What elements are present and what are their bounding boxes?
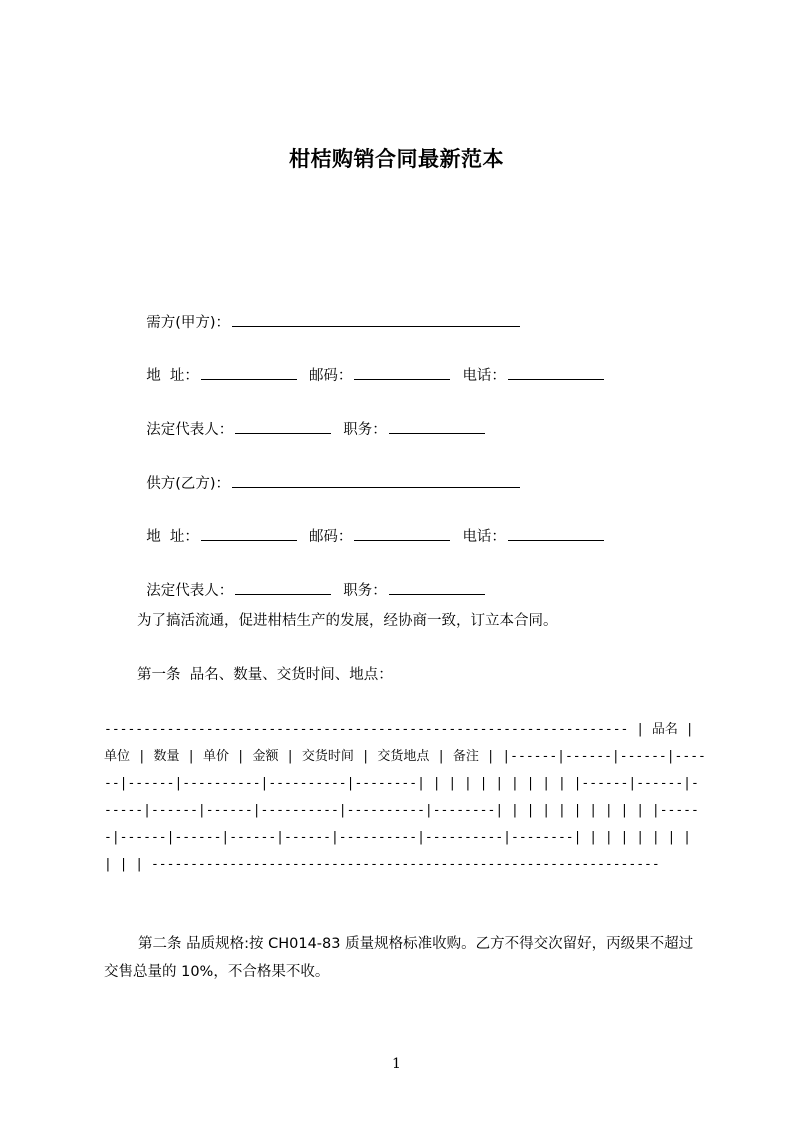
buyer-phone-blank[interactable]	[508, 364, 604, 380]
seller-party-label: 供方(乙方)：	[146, 476, 231, 492]
seller-postcode-label: 邮码：	[308, 529, 353, 545]
goods-table-text: ------------------------------------------------------------------- | 品名 | 单位 | 数量 | 单价 | 金额 | 交货时间 | 交货地点 | 备注 | |------|------|------|------|------|----------|----------|--------| | | | | | | | | | |------|------|------|------|------|----------|----------|--------| | | | | | | | | | |------|------|------|------|------|----------|----------|--------| | | | | | | | | | | -----------------------------------------------------------------	[104, 722, 706, 872]
buyer-position-blank[interactable]	[389, 418, 485, 434]
buyer-party-blank[interactable]	[232, 311, 520, 327]
seller-phone-label: 电话：	[462, 529, 506, 545]
seller-rep-label: 法定代表人：	[146, 583, 234, 599]
buyer-postcode-blank[interactable]	[354, 364, 450, 380]
buyer-rep-blank[interactable]	[235, 418, 331, 434]
article1-heading: 第一条 品名、数量、交货时间、地点：	[137, 667, 393, 683]
buyer-rep-label: 法定代表人：	[146, 422, 234, 438]
buyer-address-label: 地 址：	[146, 368, 199, 384]
buyer-postcode-label: 邮码：	[308, 368, 353, 384]
seller-position-blank[interactable]	[389, 579, 485, 595]
intro-paragraph: 为了搞活流通，促进柑桔生产的发展，经协商一致，订立本合同。	[137, 613, 558, 629]
seller-party-blank[interactable]	[232, 472, 520, 488]
seller-postcode-blank[interactable]	[354, 525, 450, 541]
seller-party-line	[137, 452, 522, 494]
buyer-address-blank[interactable]	[201, 364, 297, 380]
buyer-party-line	[137, 291, 522, 333]
page-number: 1	[392, 1056, 401, 1072]
document-title: 柑桔购销合同最新范本	[289, 147, 504, 171]
buyer-address-line	[137, 344, 606, 386]
seller-position-label: 职务：	[343, 583, 387, 599]
buyer-position-label: 职务：	[343, 422, 387, 438]
buyer-phone-label: 电话：	[462, 368, 506, 384]
buyer-party-label: 需方(甲方)：	[146, 315, 231, 331]
seller-address-line	[137, 505, 606, 547]
seller-rep-line	[137, 559, 487, 601]
buyer-rep-line	[137, 398, 487, 440]
article2-paragraph: 第二条 品质规格:按 CH014-83 质量规格标准收购。乙方不得交次留好，丙级果不超过交售总量的 10%，不合格果不收。	[104, 936, 694, 980]
seller-address-blank[interactable]	[201, 525, 297, 541]
seller-phone-blank[interactable]	[508, 525, 604, 541]
seller-rep-blank[interactable]	[235, 579, 331, 595]
seller-address-label: 地 址：	[146, 529, 199, 545]
